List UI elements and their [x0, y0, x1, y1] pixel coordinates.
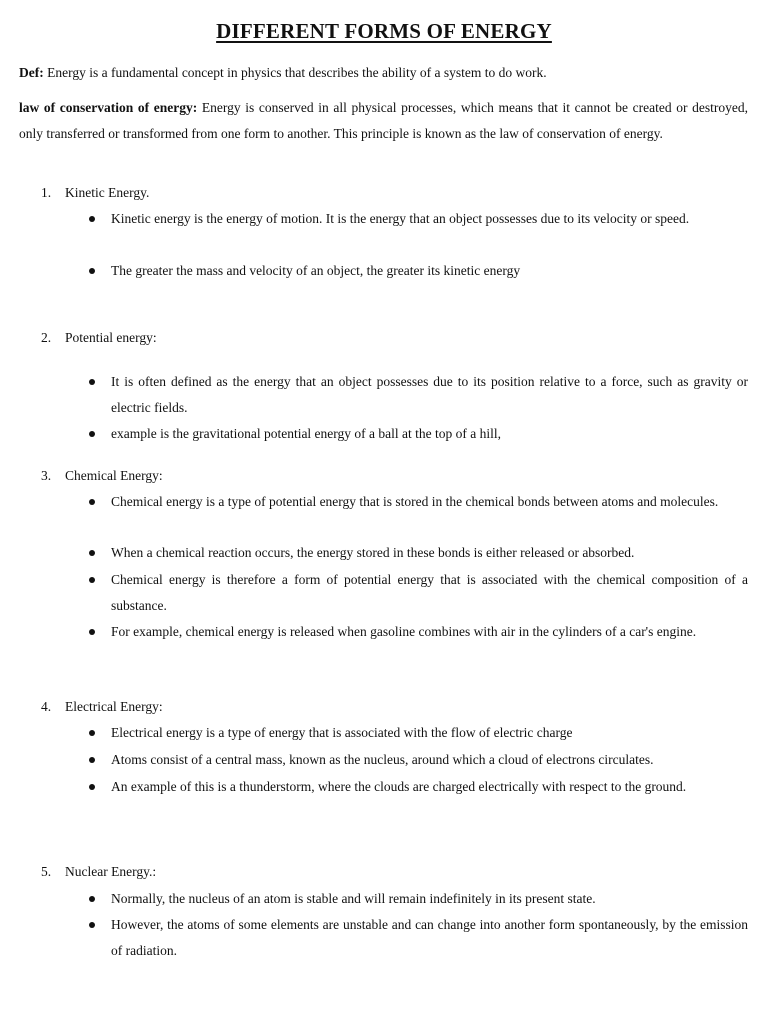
- bullet-item: It is often defined as the energy that an object possesses due to its position relative to a force, such as gravity or electric fields.: [111, 369, 748, 421]
- section-heading-nuclear: [41, 859, 741, 885]
- bullet-item: The greater the mass and velocity of an object, the greater its kinetic energy: [111, 258, 748, 284]
- bullet-item: For example, chemical energy is released when gasoline combines with air in the cylinders of a car's engine.: [111, 619, 748, 645]
- section-number: 3.: [41, 468, 52, 483]
- section-title: Electrical Energy:: [65, 699, 163, 714]
- bullet-item: Normally, the nucleus of an atom is stable and will remain indefinitely in its present state.: [111, 886, 748, 912]
- bullet-item: When a chemical reaction occurs, the energy stored in these bonds is either released or absorbed.: [111, 540, 748, 566]
- section-heading-kinetic: [41, 180, 741, 206]
- section-title: Kinetic Energy.: [65, 185, 150, 200]
- page-title: DIFFERENT FORMS OF ENERGY: [216, 19, 552, 43]
- section-number: 2.: [41, 330, 52, 345]
- bullet-item: However, the atoms of some elements are unstable and can change into another form spontaneously, by the emission of radiation.: [111, 912, 748, 964]
- section-number: 4.: [41, 699, 52, 714]
- bullet-item: Chemical energy is therefore a form of potential energy that is associated with the chemical composition of a substance.: [111, 567, 748, 619]
- law-paragraph: [19, 95, 748, 147]
- definition-paragraph: [19, 60, 748, 86]
- bullet-item: An example of this is a thunderstorm, where the clouds are charged electrically with respect to the ground.: [111, 774, 748, 800]
- section-number: 1.: [41, 185, 52, 200]
- definition-text: Energy is a fundamental concept in physics that describes the ability of a system to do work.: [43, 65, 547, 80]
- law-text: Energy is conserved in all physical processes, which means that it cannot be created or destroyed, only transferred or transformed from one form to another. This principle is known as the law of conservation of energy.: [19, 100, 748, 141]
- section-title: Chemical Energy:: [65, 468, 163, 483]
- section-heading-electrical: [41, 694, 741, 720]
- bullet-item: Electrical energy is a type of energy that is associated with the flow of electric charge: [111, 720, 748, 746]
- section-title: Nuclear Energy.:: [65, 864, 157, 879]
- definition-label: Def:: [19, 65, 44, 80]
- section-number: 5.: [41, 864, 52, 879]
- section-heading-potential: [41, 325, 741, 351]
- bullet-item: Chemical energy is a type of potential energy that is stored in the chemical bonds between atoms and molecules.: [111, 489, 748, 515]
- section-heading-chemical: [41, 463, 741, 489]
- section-title: Potential energy:: [65, 330, 157, 345]
- law-label: law of conservation of energy:: [19, 100, 198, 115]
- bullet-item: Atoms consist of a central mass, known as the nucleus, around which a cloud of electrons circulates.: [111, 747, 748, 773]
- bullet-item: Kinetic energy is the energy of motion. It is the energy that an object possesses due to its velocity or speed.: [111, 206, 748, 232]
- bullet-item: example is the gravitational potential energy of a ball at the top of a hill,: [111, 421, 748, 447]
